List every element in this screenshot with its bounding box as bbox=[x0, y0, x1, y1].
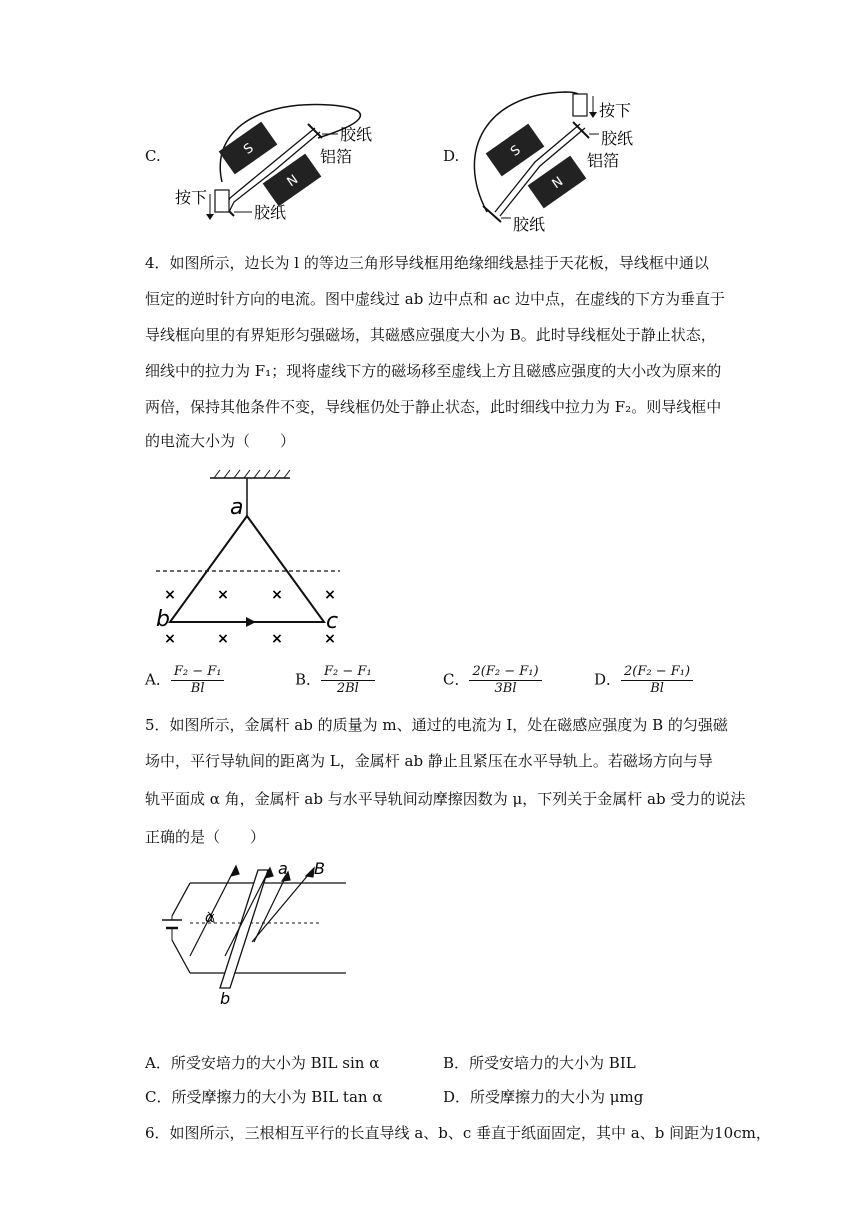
q4-line-1: 4．如图所示，边长为 l 的等边三角形导线框用绝缘细线悬挂于天花板，导线框中通以 bbox=[145, 254, 709, 272]
q4-option-a: A． $\frac{\text{F₂ − F₁}}{Bl}$ bbox=[145, 664, 224, 697]
q4-line-6: 的电流大小为（ ） bbox=[145, 432, 296, 450]
field-cross: × bbox=[217, 631, 229, 647]
q5-figure bbox=[150, 856, 360, 1006]
q4-option-c: C． $\frac{\text{2(F₂ − F₁)}}{3Bl}$ bbox=[443, 664, 542, 697]
rod-label-a: a bbox=[278, 859, 288, 878]
q5-line-3: 轨平面成 α 角，金属杆 ab 与水平导轨间动摩擦因数为 μ，下列关于金属杆 ab 受力的说法 bbox=[145, 790, 746, 808]
label-press: 按下 bbox=[599, 101, 632, 120]
q3-option-c-figure bbox=[170, 90, 410, 230]
rod-label-b: b bbox=[220, 989, 231, 1006]
field-cross: × bbox=[324, 631, 336, 647]
vertex-b: b bbox=[156, 607, 170, 632]
q4-line-4: 细线中的拉力为 F₁；现将虚线下方的磁场移至虚线上方且磁感应强度的大小改为原来的 bbox=[145, 362, 722, 380]
q6-line-1: 6．如图所示，三根相互平行的长直导线 a、b、c 垂直于纸面固定，其中 a、b 间距为10cm， bbox=[145, 1124, 771, 1142]
pole-n: N bbox=[284, 172, 302, 191]
pole-n: N bbox=[549, 174, 567, 193]
pole-s: S bbox=[241, 140, 257, 158]
label-tape: 胶纸 bbox=[254, 203, 287, 222]
q4-line-5: 两倍，保持其他条件不变，导线框仍处于静止状态，此时细线中拉力为 F₂。则导线框中 bbox=[145, 398, 722, 416]
field-cross: × bbox=[217, 587, 229, 603]
pole-s: S bbox=[508, 142, 524, 160]
field-cross: × bbox=[324, 587, 336, 603]
vertex-c: c bbox=[326, 609, 339, 634]
field-cross: × bbox=[271, 587, 283, 603]
q4-option-b: B． $\frac{\text{F₂ − F₁}}{2Bl}$ bbox=[295, 664, 375, 697]
label-foil: 铝箔 bbox=[587, 151, 620, 170]
label-press: 按下 bbox=[175, 188, 208, 207]
field-cross: × bbox=[164, 587, 176, 603]
q5-option-a: A．所受安培力的大小为 BIL sin α bbox=[145, 1054, 380, 1072]
angle-alpha: α bbox=[205, 910, 215, 926]
field-label-b: B bbox=[314, 859, 325, 878]
label-foil: 铝箔 bbox=[320, 147, 353, 166]
q4-figure bbox=[150, 468, 350, 648]
q3-option-d-label: D. bbox=[443, 147, 460, 165]
q4-line-2: 恒定的逆时针方向的电流。图中虚线过 ab 边中点和 ac 边中点，在虚线的下方为垂直于 bbox=[145, 290, 725, 308]
q3-option-c-label: C. bbox=[145, 147, 161, 165]
q5-option-b: B．所受安培力的大小为 BIL bbox=[443, 1054, 636, 1072]
q5-option-d: D．所受摩擦力的大小为 μmg bbox=[443, 1088, 644, 1106]
q4-option-d: D． $\frac{\text{2(F₂ − F₁)}}{Bl}$ bbox=[594, 664, 693, 697]
field-cross: × bbox=[271, 631, 283, 647]
q5-line-1: 5．如图所示，金属杆 ab 的质量为 m、通过的电流为 I，处在磁感应强度为 B 的匀强磁 bbox=[145, 716, 728, 734]
vertex-a: a bbox=[230, 495, 244, 520]
field-cross: × bbox=[164, 631, 176, 647]
q5-line-2: 场中，平行导轨间的距离为 L，金属杆 ab 静止且紧压在水平导轨上。若磁场方向与导 bbox=[145, 752, 713, 770]
q4-line-3: 导线框向里的有界矩形匀强磁场，其磁感应强度大小为 B。此时导线框处于静止状态， bbox=[145, 326, 716, 344]
label-tape: 胶纸 bbox=[340, 125, 373, 144]
q3-option-d-figure bbox=[465, 82, 665, 234]
q5-option-c: C．所受摩擦力的大小为 BIL tan α bbox=[145, 1088, 383, 1106]
q5-line-4: 正确的是（ ） bbox=[145, 828, 266, 846]
label-tape: 胶纸 bbox=[601, 129, 634, 148]
label-tape: 胶纸 bbox=[513, 215, 546, 234]
